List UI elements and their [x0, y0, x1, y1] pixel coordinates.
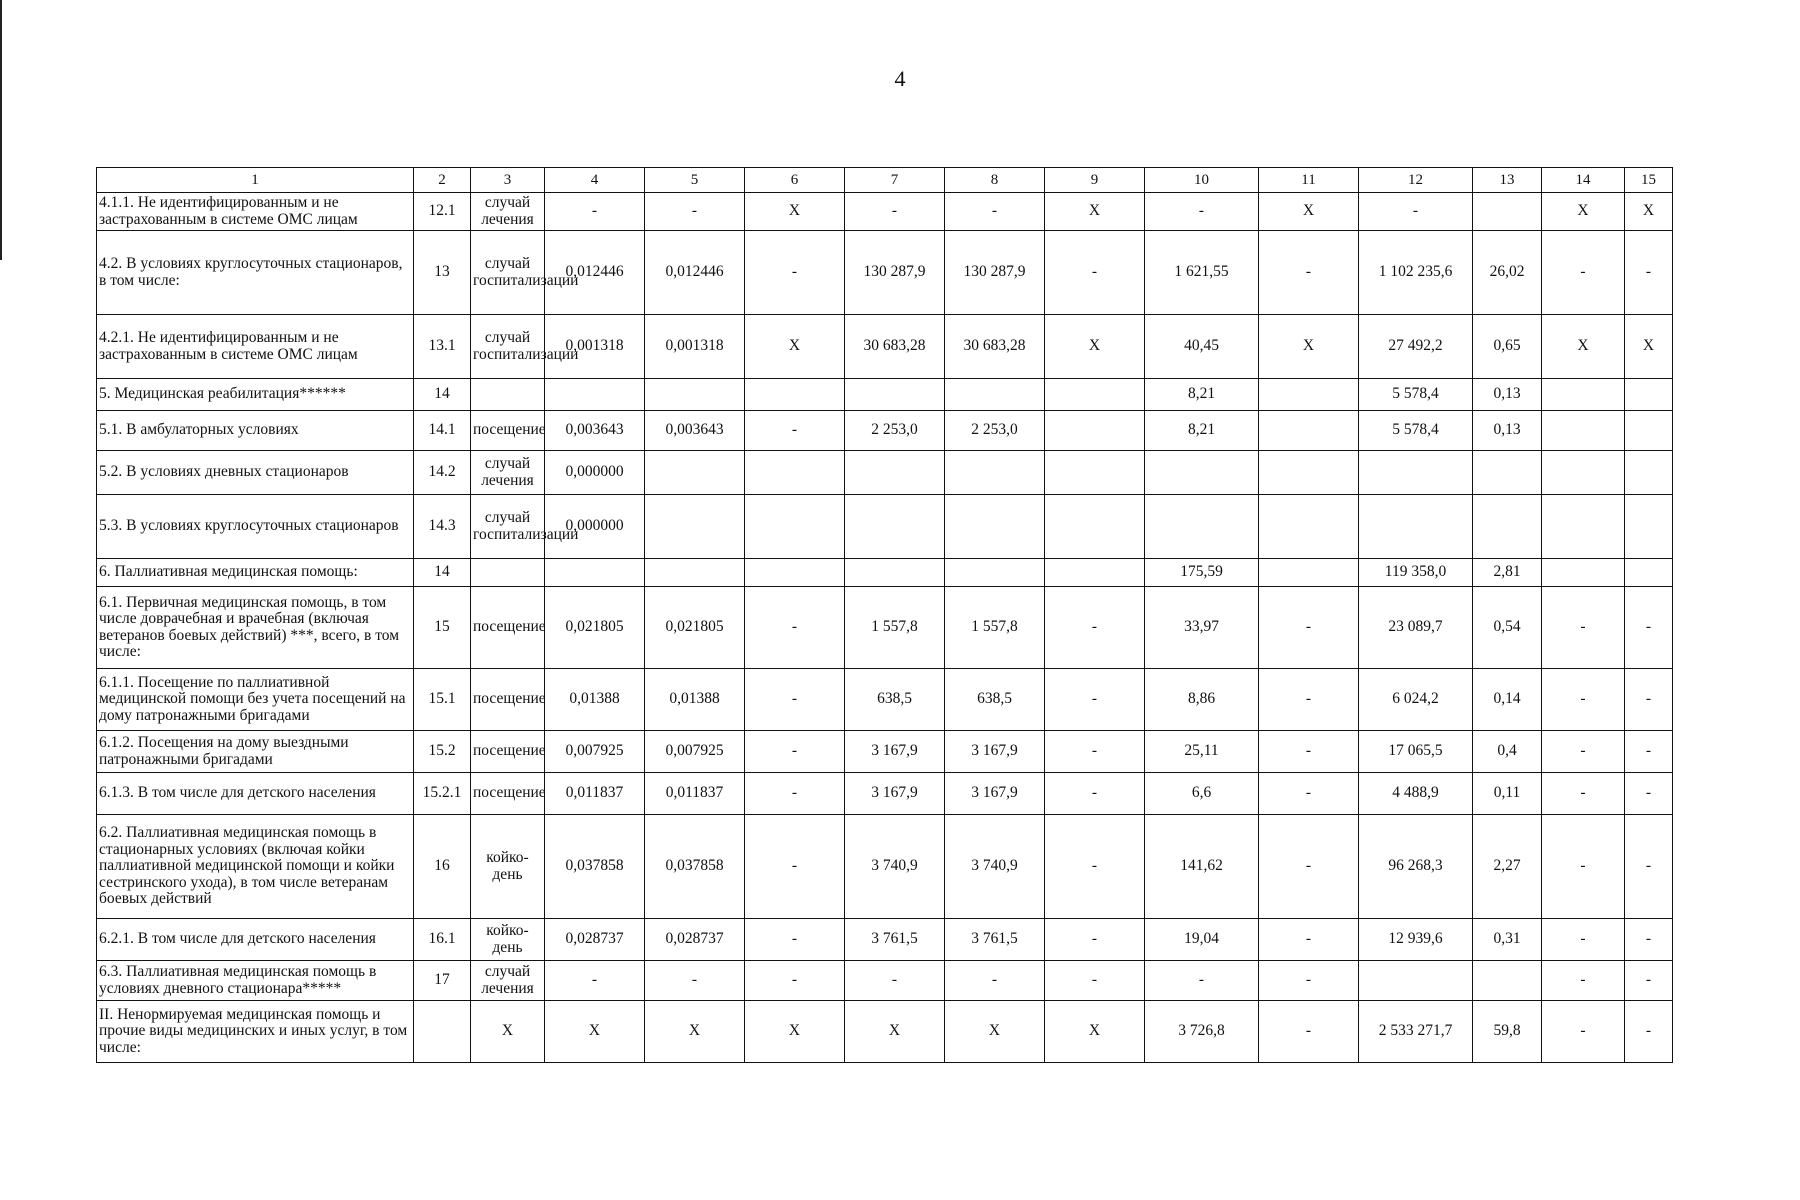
table-cell: X	[845, 1001, 945, 1063]
table-row	[97, 411, 1673, 451]
page-number: 4	[894, 66, 906, 91]
table-cell: -	[1542, 919, 1625, 961]
column-header: 2	[414, 168, 471, 193]
column-header: 1	[97, 168, 414, 193]
table-cell: случай лечения	[471, 193, 545, 231]
table-cell: 59,8	[1473, 1001, 1542, 1063]
table-cell: 3 167,9	[845, 731, 945, 773]
table-cell	[1625, 451, 1673, 495]
table-cell: -	[1542, 587, 1625, 669]
table-cell: 0,001318	[545, 315, 645, 379]
table-cell: 0,54	[1473, 587, 1542, 669]
table-cell	[1259, 495, 1359, 559]
column-header: 7	[845, 168, 945, 193]
table-cell: -	[545, 193, 645, 231]
table-cell: 4 488,9	[1359, 773, 1473, 815]
table-cell: 14	[414, 559, 471, 587]
table-cell	[471, 559, 545, 587]
table-cell	[1625, 559, 1673, 587]
table-cell: -	[945, 193, 1045, 231]
table-cell: X	[745, 1001, 845, 1063]
table-cell	[1542, 379, 1625, 411]
table-cell: 8,21	[1145, 379, 1259, 411]
table-cell: 30 683,28	[945, 315, 1045, 379]
table-cell: 3 167,9	[945, 731, 1045, 773]
table-cell: X	[1259, 315, 1359, 379]
table-cell: -	[1259, 1001, 1359, 1063]
table-cell: -	[1145, 961, 1259, 1001]
table-cell	[1473, 495, 1542, 559]
row-label: 6. Паллиативная медицинская помощь:	[97, 559, 414, 587]
table-cell: -	[545, 961, 645, 1001]
table-cell: -	[1145, 193, 1259, 231]
table-cell: 0,13	[1473, 411, 1542, 451]
table-cell: -	[1625, 773, 1673, 815]
table-cell: -	[1259, 815, 1359, 919]
column-header: 15	[1625, 168, 1673, 193]
table-row	[97, 559, 1673, 587]
table-cell: -	[1625, 669, 1673, 731]
table-cell: 16.1	[414, 919, 471, 961]
table-cell: посещение	[471, 773, 545, 815]
table-cell: посещение	[471, 669, 545, 731]
table-cell: 2 253,0	[845, 411, 945, 451]
row-label: 4.2. В условиях круглосуточных стационаров, в том числе:	[97, 231, 414, 315]
table-cell: -	[1542, 231, 1625, 315]
table-cell	[1045, 411, 1145, 451]
table-cell: -	[1625, 961, 1673, 1001]
table-row	[97, 231, 1673, 315]
table-cell: 6 024,2	[1359, 669, 1473, 731]
column-header: 9	[1045, 168, 1145, 193]
table-cell: -	[745, 731, 845, 773]
table-row	[97, 731, 1673, 773]
table-cell: -	[1259, 773, 1359, 815]
table-cell	[745, 379, 845, 411]
table-row	[97, 495, 1673, 559]
table-cell: X	[745, 193, 845, 231]
table-cell: 1 557,8	[845, 587, 945, 669]
row-label: 6.3. Паллиативная медицинская помощь в условиях дневного стационара*****	[97, 961, 414, 1001]
table-row	[97, 773, 1673, 815]
table-cell: 26,02	[1473, 231, 1542, 315]
table-cell: -	[1542, 669, 1625, 731]
table-cell: 0,01388	[545, 669, 645, 731]
table-cell	[1259, 411, 1359, 451]
table-cell: -	[945, 961, 1045, 1001]
table-row	[97, 919, 1673, 961]
scan-edge-line	[0, 0, 2, 260]
row-label: 6.1.1. Посещение по паллиативной медицинской помощи без учета посещений на дому патронажными бригадами	[97, 669, 414, 731]
row-label: 6.2.1. В том числе для детского населения	[97, 919, 414, 961]
table-cell: 1 621,55	[1145, 231, 1259, 315]
table-cell: 16	[414, 815, 471, 919]
table-cell: 23 089,7	[1359, 587, 1473, 669]
table-cell	[471, 379, 545, 411]
table-cell	[1259, 379, 1359, 411]
table-cell: -	[1625, 919, 1673, 961]
table-cell: X	[1045, 193, 1145, 231]
table-cell: 5 578,4	[1359, 379, 1473, 411]
table-cell	[1045, 379, 1145, 411]
column-header: 5	[645, 168, 745, 193]
table-cell	[1145, 451, 1259, 495]
table-cell: -	[1045, 669, 1145, 731]
table-cell: -	[745, 411, 845, 451]
table-cell: 0,012446	[645, 231, 745, 315]
table-cell: 0,4	[1473, 731, 1542, 773]
table-cell	[1542, 495, 1625, 559]
column-header: 4	[545, 168, 645, 193]
row-label: 6.1.2. Посещения на дому выездными патронажными бригадами	[97, 731, 414, 773]
table-cell: 0,007925	[545, 731, 645, 773]
row-label: II. Ненормируемая медицинская помощь и прочие виды медицинских и иных услуг, в том числе:	[97, 1001, 414, 1063]
table-cell: 0,11	[1473, 773, 1542, 815]
table-cell: 25,11	[1145, 731, 1259, 773]
table-cell	[1359, 961, 1473, 1001]
table-cell: -	[1542, 773, 1625, 815]
table-cell: 15.2.1	[414, 773, 471, 815]
table-cell	[1259, 559, 1359, 587]
table-cell: 0,14	[1473, 669, 1542, 731]
table-cell: -	[745, 919, 845, 961]
table-cell: 0,021805	[545, 587, 645, 669]
table-cell: 3 740,9	[845, 815, 945, 919]
table-cell	[845, 559, 945, 587]
row-label: 5.2. В условиях дневных стационаров	[97, 451, 414, 495]
table-cell: 0,028737	[545, 919, 645, 961]
table-cell	[1625, 379, 1673, 411]
table-cell: -	[1259, 587, 1359, 669]
table-cell	[845, 495, 945, 559]
table-cell	[1625, 411, 1673, 451]
table-cell	[1145, 495, 1259, 559]
table-cell: -	[645, 193, 745, 231]
table-cell: -	[1359, 193, 1473, 231]
table-cell: -	[1259, 231, 1359, 315]
table-cell	[1045, 451, 1145, 495]
table-cell: 13	[414, 231, 471, 315]
table-cell: 15.2	[414, 731, 471, 773]
table-cell: X	[545, 1001, 645, 1063]
table-cell: -	[845, 961, 945, 1001]
table-cell: 0,000000	[545, 451, 645, 495]
table-cell: 2,81	[1473, 559, 1542, 587]
row-label: 5.3. В условиях круглосуточных стационаров	[97, 495, 414, 559]
table-cell: 119 358,0	[1359, 559, 1473, 587]
table-cell: 0,65	[1473, 315, 1542, 379]
table-cell: -	[1625, 815, 1673, 919]
table-cell: X	[645, 1001, 745, 1063]
column-header: 3	[471, 168, 545, 193]
table-cell: -	[1542, 1001, 1625, 1063]
table-cell: X	[1625, 193, 1673, 231]
column-header: 8	[945, 168, 1045, 193]
table-row	[97, 193, 1673, 231]
table-cell: 17 065,5	[1359, 731, 1473, 773]
table-cell: 2,27	[1473, 815, 1542, 919]
table-cell: 130 287,9	[845, 231, 945, 315]
table-cell: 1 557,8	[945, 587, 1045, 669]
row-label: 4.1.1. Не идентифицированным и не застрахованным в системе ОМС лицам	[97, 193, 414, 231]
row-label: 4.2.1. Не идентифицированным и не застрахованным в системе ОМС лицам	[97, 315, 414, 379]
table-cell: -	[1625, 231, 1673, 315]
table-cell: случай госпитализации	[471, 231, 545, 315]
table-cell: X	[745, 315, 845, 379]
table-cell: койко-день	[471, 815, 545, 919]
table-cell: -	[1542, 815, 1625, 919]
table-header-row	[97, 168, 1673, 193]
row-label: 6.2. Паллиативная медицинская помощь в стационарных условиях (включая койки паллиативной медицинской помощи и койки сестринского ухода), в том числе ветеранам боевых действий	[97, 815, 414, 919]
table-cell: 15.1	[414, 669, 471, 731]
table-cell: 12 939,6	[1359, 919, 1473, 961]
table-cell	[645, 495, 745, 559]
table-cell: -	[1259, 961, 1359, 1001]
table-cell: 3 761,5	[945, 919, 1045, 961]
table-cell	[645, 559, 745, 587]
table-cell: 27 492,2	[1359, 315, 1473, 379]
table-cell: X	[1542, 193, 1625, 231]
table-cell	[1473, 961, 1542, 1001]
table-cell: 33,97	[1145, 587, 1259, 669]
table-cell: посещение	[471, 587, 545, 669]
table-cell: 0,012446	[545, 231, 645, 315]
table-cell	[1473, 451, 1542, 495]
row-label: 5. Медицинская реабилитация******	[97, 379, 414, 411]
table-cell	[1359, 451, 1473, 495]
table-cell: -	[1259, 919, 1359, 961]
column-header: 13	[1473, 168, 1542, 193]
table-cell: -	[1045, 587, 1145, 669]
table-cell: 0,003643	[545, 411, 645, 451]
table-cell	[1045, 495, 1145, 559]
table-cell: 0,007925	[645, 731, 745, 773]
column-header: 11	[1259, 168, 1359, 193]
table-cell	[1625, 495, 1673, 559]
table-cell: -	[745, 669, 845, 731]
table-cell	[545, 559, 645, 587]
table-cell: X	[945, 1001, 1045, 1063]
table-cell: 19,04	[1145, 919, 1259, 961]
table-cell: 0,011837	[645, 773, 745, 815]
table-cell: 0,000000	[545, 495, 645, 559]
table-cell: 30 683,28	[845, 315, 945, 379]
table-cell	[645, 379, 745, 411]
table-cell: 3 726,8	[1145, 1001, 1259, 1063]
table-cell	[545, 379, 645, 411]
table-cell: 0,003643	[645, 411, 745, 451]
table-cell: 2 533 271,7	[1359, 1001, 1473, 1063]
table-cell	[1542, 559, 1625, 587]
table-cell: X	[1045, 1001, 1145, 1063]
table-cell	[745, 559, 845, 587]
table-cell: 13.1	[414, 315, 471, 379]
table-cell: -	[745, 815, 845, 919]
table-cell: койко-день	[471, 919, 545, 961]
table-cell	[1045, 559, 1145, 587]
table-cell: -	[1045, 773, 1145, 815]
table-cell: X	[1625, 315, 1673, 379]
table-row	[97, 1001, 1673, 1063]
table-cell: 0,037858	[545, 815, 645, 919]
table-cell: X	[1045, 315, 1145, 379]
table-cell	[745, 495, 845, 559]
table-body	[97, 168, 1673, 1063]
table-cell: -	[1045, 919, 1145, 961]
table-cell: 14	[414, 379, 471, 411]
table-cell: 3 167,9	[845, 773, 945, 815]
table-cell: 14.2	[414, 451, 471, 495]
row-label: 5.1. В амбулаторных условиях	[97, 411, 414, 451]
table-cell	[945, 379, 1045, 411]
table-cell: -	[745, 231, 845, 315]
table-cell: 0,028737	[645, 919, 745, 961]
table-cell: -	[1625, 731, 1673, 773]
table-row	[97, 451, 1673, 495]
row-label: 6.1.3. В том числе для детского населения	[97, 773, 414, 815]
table-cell	[945, 451, 1045, 495]
column-header: 6	[745, 168, 845, 193]
table-cell: 6,6	[1145, 773, 1259, 815]
table-cell: X	[471, 1001, 545, 1063]
table-cell	[945, 495, 1045, 559]
table-cell: посещение	[471, 731, 545, 773]
table-cell	[945, 559, 1045, 587]
column-header: 12	[1359, 168, 1473, 193]
table-cell	[845, 451, 945, 495]
table-cell: 14.1	[414, 411, 471, 451]
table-cell	[745, 451, 845, 495]
row-label: 6.1. Первичная медицинская помощь, в том числе доврачебная и врачебная (включая ветеранов боевых действий) ***, всего, в том числе:	[97, 587, 414, 669]
table-cell: 5 578,4	[1359, 411, 1473, 451]
table-cell	[645, 451, 745, 495]
table-cell: 15	[414, 587, 471, 669]
table-cell: посещение	[471, 411, 545, 451]
data-table	[96, 167, 1673, 1063]
table-cell: -	[1542, 961, 1625, 1001]
table-cell: 0,001318	[645, 315, 745, 379]
table-cell: -	[845, 193, 945, 231]
table-cell	[1359, 495, 1473, 559]
table-cell: -	[1045, 231, 1145, 315]
table-cell: случай госпитализации	[471, 495, 545, 559]
table-row	[97, 961, 1673, 1001]
table-cell: 0,037858	[645, 815, 745, 919]
table-cell: -	[1542, 731, 1625, 773]
table-row	[97, 315, 1673, 379]
table-cell: случай лечения	[471, 451, 545, 495]
table-cell: 8,86	[1145, 669, 1259, 731]
table-cell: -	[1625, 587, 1673, 669]
table-cell: -	[645, 961, 745, 1001]
table-cell: -	[1259, 669, 1359, 731]
table-cell: 175,59	[1145, 559, 1259, 587]
table-cell: 3 761,5	[845, 919, 945, 961]
table-cell: случай госпитализации	[471, 315, 545, 379]
table-cell: 2 253,0	[945, 411, 1045, 451]
table-cell: 17	[414, 961, 471, 1001]
table-cell: -	[745, 587, 845, 669]
table-cell	[1542, 451, 1625, 495]
table-cell: X	[1542, 315, 1625, 379]
table-cell: -	[745, 961, 845, 1001]
table-cell: 1 102 235,6	[1359, 231, 1473, 315]
table-cell: -	[1045, 731, 1145, 773]
table-cell: 12.1	[414, 193, 471, 231]
table-row	[97, 815, 1673, 919]
table-cell	[414, 1001, 471, 1063]
table-cell: -	[1045, 961, 1145, 1001]
table-cell: 638,5	[845, 669, 945, 731]
table-cell: 8,21	[1145, 411, 1259, 451]
column-header: 14	[1542, 168, 1625, 193]
table-cell: 130 287,9	[945, 231, 1045, 315]
table-cell: 3 167,9	[945, 773, 1045, 815]
table-cell	[1542, 411, 1625, 451]
table-cell: -	[1045, 815, 1145, 919]
table-cell: X	[1259, 193, 1359, 231]
table-cell	[1473, 193, 1542, 231]
table-cell: 141,62	[1145, 815, 1259, 919]
table-cell: -	[745, 773, 845, 815]
table-cell: 40,45	[1145, 315, 1259, 379]
table-cell: 0,021805	[645, 587, 745, 669]
table-cell: 3 740,9	[945, 815, 1045, 919]
column-header: 10	[1145, 168, 1259, 193]
table-cell: 14.3	[414, 495, 471, 559]
table-cell: 638,5	[945, 669, 1045, 731]
table-row	[97, 379, 1673, 411]
table-cell	[845, 379, 945, 411]
table-cell: 96 268,3	[1359, 815, 1473, 919]
table-row	[97, 669, 1673, 731]
table-cell: -	[1625, 1001, 1673, 1063]
table-cell: 0,31	[1473, 919, 1542, 961]
table-cell: случай лечения	[471, 961, 545, 1001]
table-cell	[1259, 451, 1359, 495]
table-row	[97, 587, 1673, 669]
table-cell: 0,01388	[645, 669, 745, 731]
table-cell: -	[1259, 731, 1359, 773]
table-cell: 0,011837	[545, 773, 645, 815]
table-cell: 0,13	[1473, 379, 1542, 411]
